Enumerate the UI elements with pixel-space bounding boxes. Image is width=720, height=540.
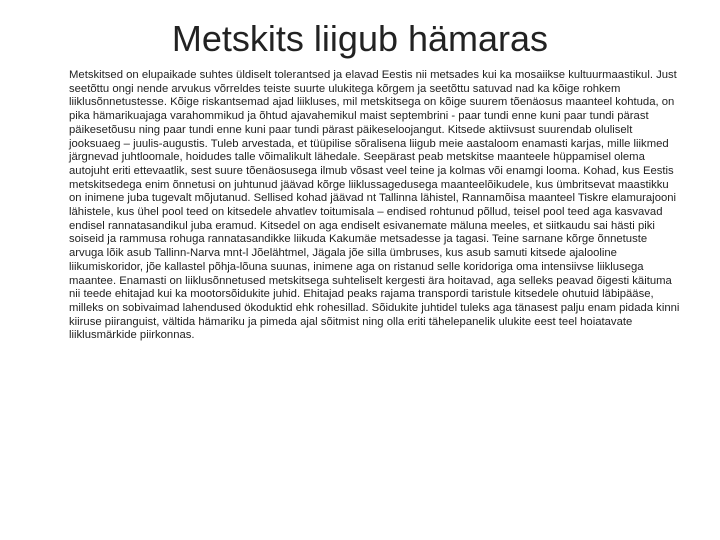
slide-body-text: Metskitsed on elupaikade suhtes üldiselt tolerantsed ja elavad Eestis nii metsades kui ka mosaiikse kultuurmaastikul. Just seetõttu ongi nende arvukus võrreldes teiste suurte ulukitega kõrgem ja seetõttu satuvad nad ka kõige rohkem liiklusõnnetustesse. Kõige riskantsemad ajad liikluses, mil metskitsega on kõige suurem tõenäosus maanteel kohtuda, on pika hämarikuajaga varahommikud ja õhtud ajavahemikul maist septembrini - paar tundi enne kuni paar tundi pärast päikesetõusu ning paar tundi enne kuni paar tundi pärast päikeseloojangut. Kitsede aktiivsust suurendab oluliselt jooksuaeg – juulis-augustis. Tuleb arvestada, et tüüpilise sõralisena liigub meie aastaloom enamasti karjas, mille liikmed järgnevad juhtloomale, hoidudes talle võimalikult lähedale. Seepärast peab metskitse maanteele hüppamisel olema autojuht eriti ettevaatlik, sest suure tõenäosusega ilmub võsast veel teine ja kolmas või enamgi looma. Kohad, kus Eestis metskitsedega enim õnnetusi on juhtunud jäävad kõrge liiklussagedusega maanteelõikudele, kus ümbritsevat maastikku on inimene juba tugevalt mõjutanud. Sellised kohad jäävad nt Tallinna lähistel, Rannamõisa maanteel Tiskre elamurajooni lähistele, kus ühel pool teed on kitsedele ahvatlev toitumisala – endised rohtunud põllud, teisel pool teed aga kasvavad endisel rannatasandikul juba eramud. Kitsedel on aga endiselt esivanemate mäluna meeles, et siitkaudu sai hästi piki soiseid ja rammusa rohuga rannatasandikke liikuda Kakumäe metsadesse ja tagasi. Teine sarnane kõrge õnnetuste arvuga lõik asub Tallinn-Narva mnt-l Jõelähtmel, Jägala jõe silla ümbruses, kus asub samuti kitsede ajalooline liikumiskoridor, jõe kallastel põhja-lõuna suunas, inimene aga on ristanud selle koridoriga oma intensiivse liiklusega maantee. Enamasti on liiklusõnnetused metskitsega suhteliselt kergesti ära hoitavad, aga selleks peavad õigesti käituma nii teede ehitajad kui ka mootorsõidukite juhid. Ehitajad peaks rajama transpordi taristule kitsedele ohutuid läbipääse, milleks on sobivaimad lahendused ökoduktid ehk rohesillad. Sõidukite juhtidel tuleks aga tänasest palju enam pidada kinni kiiruse piiranguist, vältida hämariku ja pimeda ajal sõitmist ning olla eriti tähelepanelik ulukite eest teel hoiatavate liiklusmärkide piirkonnas.: [69, 69, 680, 342]
slide-title: Metskits liigub hämaras: [171, 18, 549, 59]
